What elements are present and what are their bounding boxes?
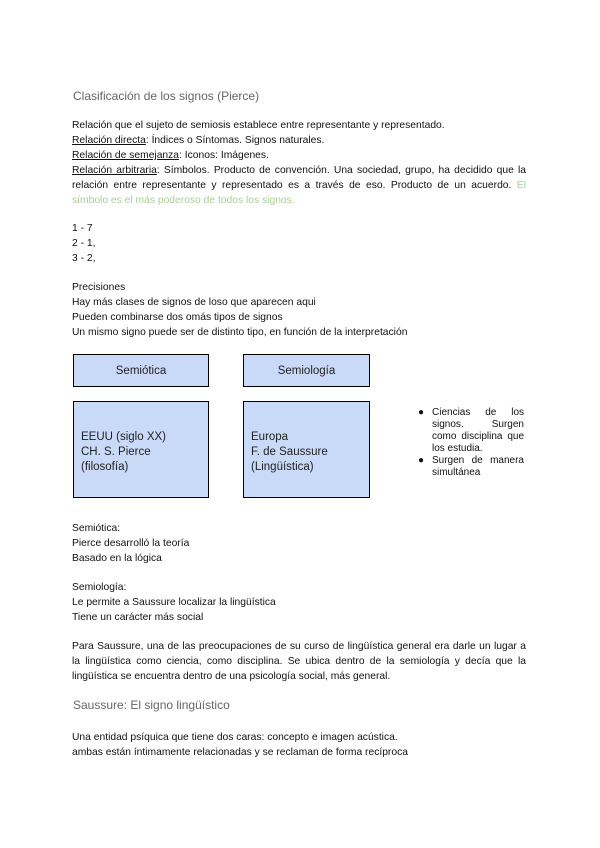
number-line: 2 - 1, bbox=[72, 238, 96, 249]
box-line: (filosofía) bbox=[81, 461, 129, 473]
numbers-list bbox=[72, 221, 526, 266]
number-line: 3 - 2, bbox=[72, 253, 96, 264]
relation-label: Relación arbitraria bbox=[72, 165, 157, 176]
note-line: Basado en la lógica bbox=[72, 553, 162, 564]
box-line: Europa bbox=[251, 431, 289, 443]
saussure-paragraph: Para Saussure, una de las preocupaciones de su curso de lingüística general era darle un lugar a la lingüística como ciencia, como disciplina. Se ubica dentro de la semiología y decía que la lingüística se encuentra dentro de una psicología social, más general. bbox=[72, 641, 526, 682]
precisiones-block bbox=[72, 280, 526, 340]
final-line: ambas están íntimamente relacionadas y se reclaman de forma recíproca bbox=[72, 747, 408, 758]
note-line: Le permite a Saussure localizar la lingüística bbox=[72, 597, 276, 608]
box-line: EEUU (siglo XX) bbox=[81, 431, 166, 443]
number-line: 1 - 7 bbox=[72, 223, 93, 234]
note-line: Pierce desarrolló la teoría bbox=[72, 538, 190, 549]
semiotica-body-box bbox=[73, 401, 209, 498]
note-line: Tiene un carácter más social bbox=[72, 612, 204, 623]
relation-arbitraria bbox=[72, 163, 526, 208]
semiologia-body-box bbox=[243, 401, 370, 498]
semiotica-heading: Semiótica: bbox=[72, 523, 121, 534]
precision-line: Hay más clases de signos de loso que aparecen aqui bbox=[72, 297, 316, 308]
relations-block bbox=[72, 118, 526, 208]
semiologia-heading: Semiología: bbox=[72, 582, 127, 593]
bullet-dot-icon: ● bbox=[418, 455, 425, 466]
page-title: Clasificación de los signos (Pierce) bbox=[73, 89, 260, 103]
relation-text: : Iconos: Imágenes. bbox=[179, 150, 269, 161]
box-line: CH. S. Pierce bbox=[81, 446, 151, 458]
bullet-item: ● Ciencias de los signos. Surgen como disciplina que los estudia. bbox=[418, 407, 524, 454]
box-line: (Lingüística) bbox=[251, 461, 314, 473]
precisiones-heading: Precisiones bbox=[72, 282, 126, 293]
relation-text: : Símbolos. Producto de convención. Una sociedad, grupo, ha decidido que la relación entre representante y representado es a través de eso. Producto de un acuerdo. bbox=[72, 165, 526, 191]
final-line: Una entidad psíquica que tiene dos caras: concepto e imagen acústica. bbox=[72, 732, 398, 743]
relation-semejanza bbox=[72, 148, 526, 163]
relation-text: : Índices o Síntomas. Signos naturales. bbox=[145, 135, 325, 146]
semiotica-header-box: Semiótica bbox=[73, 354, 209, 387]
box-line: F. de Saussure bbox=[251, 446, 328, 458]
precision-line: Pueden combinarse dos omás tipos de signos bbox=[72, 312, 283, 323]
semiotica-notes bbox=[72, 521, 526, 566]
highlight-text: El símbolo es el más poderoso de todos los signos. bbox=[72, 180, 526, 206]
section-subtitle: Saussure: El signo lingüístico bbox=[73, 698, 230, 712]
bullet-item: ● Surgen de manera simultánea bbox=[418, 455, 524, 478]
precision-line: Un mismo signo puede ser de distinto tipo, en función de la interpretación bbox=[72, 327, 408, 338]
intro-line: Relación que el sujeto de semiosis establece entre representante y representado. bbox=[72, 120, 445, 131]
relation-directa bbox=[72, 133, 526, 148]
semiologia-header-box: Semiología bbox=[243, 354, 370, 387]
bullet-dot-icon: ● bbox=[418, 407, 425, 418]
semiologia-notes bbox=[72, 580, 526, 625]
diagram-bullets bbox=[418, 407, 524, 479]
final-block bbox=[72, 730, 526, 760]
relation-label: Relación de semejanza bbox=[72, 150, 180, 161]
relation-label: Relación directa bbox=[72, 135, 146, 146]
